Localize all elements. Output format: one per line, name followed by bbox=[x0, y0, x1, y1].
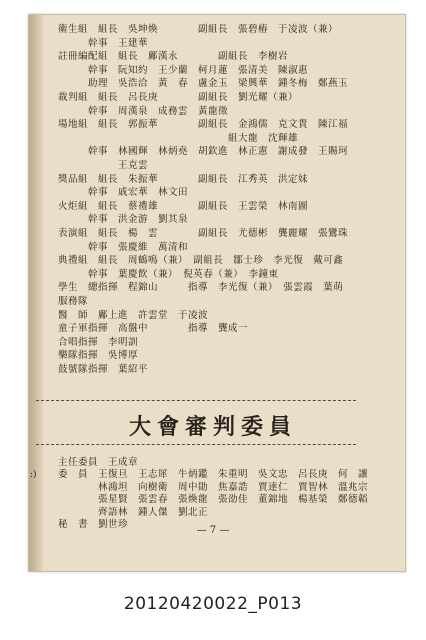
text-line: 王克雲 bbox=[58, 160, 149, 171]
text-line: 幹事 周漢泉 成務雲 黃龍徵 bbox=[58, 105, 229, 117]
section-rule-top bbox=[36, 400, 356, 401]
text-line: 委 員 王復旦 王志犀 牛炳鑑 朱重明 吳文忠 呂長庚 何 讓 bbox=[58, 469, 369, 481]
text-line: 裁判組 組長 呂長庚 副組長 劉光耀（兼） bbox=[58, 92, 299, 103]
text-line: 幹事 洪金游 劉其泉 bbox=[58, 214, 189, 226]
text-line: 火炬組 組長 蔡禮雄 副組長 王雲榮 林南圖 bbox=[58, 200, 309, 212]
text-line: 主任委員 王成章 bbox=[58, 457, 139, 468]
text-line: 學生 總指揮 程錦山 指導 李光復（兼） 張雲霞 葉萌 bbox=[58, 282, 344, 294]
text-line: 助理 吳浩洽 黃 春 盧金玉 梁興華 鍾冬梅 鄭燕玉 bbox=[58, 78, 349, 90]
text-line: 幹事 阮知約 王少蘭 柯月蓮 張清美 陳淑惠 bbox=[58, 64, 309, 76]
text-line: 鼓號隊指揮 葉紹平 bbox=[58, 364, 149, 375]
edge-mark: :) bbox=[30, 470, 37, 480]
text-line: 合唱指揮 李明訓 bbox=[58, 336, 139, 348]
text-line: 樂隊指揮 吳博厚 bbox=[58, 350, 139, 362]
text-line: 林鴻坦 向樹衛 周中勛 焦嘉誥 賈達仁 賈智林 溫兆宗 bbox=[58, 481, 369, 493]
text-line: 註冊編配組 組長 鄺漢永 副組長 李樹岩 bbox=[58, 51, 289, 63]
text-line: 幹事 林國輝 林炳堯 胡欽進 林正憲 謝成發 王賜珂 bbox=[58, 146, 349, 158]
image-caption: 20120420022_P013 bbox=[123, 594, 303, 614]
text-line: 場地組 組長 郭振華 副組長 金鴻儒 克文貴 陳江福 bbox=[58, 119, 349, 131]
binding-gutter bbox=[29, 15, 43, 571]
text-line: 幹事 王建華 bbox=[58, 37, 149, 49]
section-rule-bottom bbox=[36, 444, 356, 445]
text-line: 秘 書 劉世珍 bbox=[58, 519, 129, 530]
text-line: 張星賢 張雲春 張煥龍 張劭佳 董錦地 楊基榮 鄭德韜 bbox=[58, 494, 369, 506]
page-number: — 7 — bbox=[196, 525, 230, 536]
text-line: 組大龍 沈輝雄 bbox=[58, 132, 299, 144]
text-line: 醫 師 鄺上進 許雲堂 于凌波 bbox=[58, 309, 209, 321]
text-line: 衛生組 組長 吳坤煥 副組長 張碧樁 于凌波（兼） bbox=[58, 24, 339, 35]
text-line: 服務隊 bbox=[58, 296, 89, 307]
text-line: 幹事 戚宏華 林文田 bbox=[58, 187, 189, 199]
committee-title: 大會審判委員 bbox=[128, 414, 297, 440]
text-line: 幹事 張慶維 萬清和 bbox=[58, 241, 189, 253]
text-line: 典禮組 組長 周鶴鳴（兼） 副組長 鄒士珍 李光復 戴可鑫 bbox=[58, 255, 344, 267]
text-line: 幹事 葉慶飲（兼） 倪英春（兼） 李鐘東 bbox=[58, 268, 279, 280]
text-line: 齊語林 鍾人傑 劉北正 bbox=[58, 506, 209, 518]
text-line: 表演組 組長 楊 雲 副組長 尤德彬 龔麗耀 張鸞珠 bbox=[58, 228, 349, 239]
text-line: 獎品組 組長 朱振華 副組長 江秀英 洪定妹 bbox=[58, 173, 309, 185]
text-line: 童子軍指揮 高盤中 指導 龔成一 bbox=[58, 323, 249, 335]
